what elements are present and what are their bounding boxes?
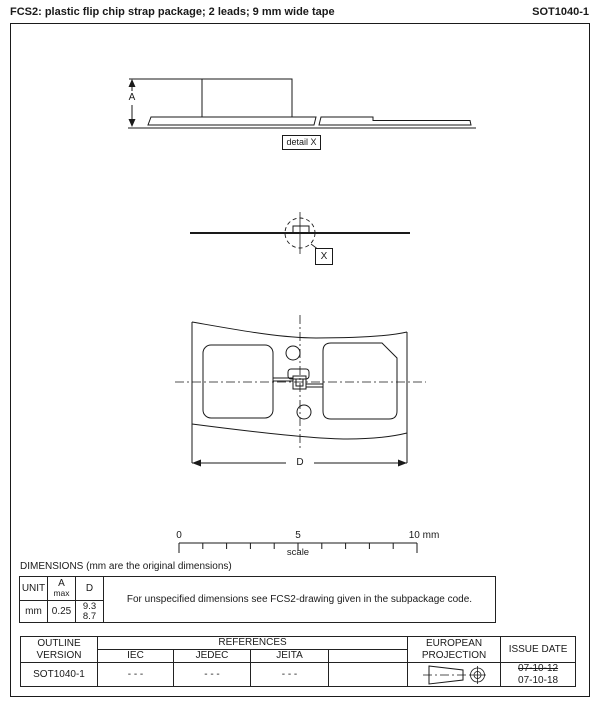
detail-x-callout: X [315, 248, 333, 265]
issue-date-header: ISSUE DATE [501, 637, 576, 663]
scale-five-label: 5 [295, 530, 301, 541]
jeita-header: JEITA [251, 650, 329, 663]
doc-code: SOT1040-1 [532, 6, 589, 18]
iec-header: IEC [98, 650, 174, 663]
dimensions-note: For unspecified dimensions see FCS2-drawing given in the subpackage code. [104, 577, 496, 623]
jedec-header: JEDEC [174, 650, 251, 663]
jedec-value: - - - [174, 663, 251, 687]
european-projection-symbol-cell [408, 663, 501, 687]
outline-version-header: OUTLINE VERSION [21, 637, 98, 663]
dim-d-label: D [296, 457, 304, 468]
jeita-value: - - - [251, 663, 329, 687]
blank-value [329, 663, 408, 687]
first-angle-projection-icon [422, 664, 486, 686]
a-max-value: 0.25 [48, 601, 76, 623]
a-header: A max [48, 577, 76, 601]
dimensions-table [19, 576, 496, 623]
dimension-a-arrow [129, 79, 136, 127]
scale-zero-label: 0 [176, 530, 182, 541]
detail-x-drawing [183, 203, 417, 273]
european-projection-header: EUROPEAN PROJECTION [408, 637, 501, 663]
dim-a-label: A [128, 92, 136, 103]
references-header: REFERENCES [98, 637, 408, 650]
bump-outline [293, 226, 309, 233]
sprocket-hole-bottom [297, 405, 311, 419]
dimensions-caption: DIMENSIONS (mm are the original dimensions) [20, 561, 232, 572]
issue-date-old: 07-10-12 [518, 663, 559, 674]
blank-header [329, 650, 408, 663]
unit-header: UNIT [20, 577, 48, 601]
detail-x-label: detail X [282, 135, 321, 150]
tape-top-view-drawing [168, 306, 438, 481]
chip-body-outline [202, 79, 292, 117]
scale-caption: scale [286, 547, 310, 558]
outline-version-value: SOT1040-1 [21, 663, 98, 687]
chip-outline [293, 376, 306, 389]
issue-date-value [501, 663, 576, 687]
right-pad-outline [323, 343, 397, 419]
tape-strip-left [148, 117, 316, 125]
d-header: D [76, 577, 104, 601]
footer-table [20, 636, 576, 687]
d-value: 9.3 8.7 [76, 601, 104, 623]
tape-break-bottom [192, 424, 407, 439]
chip-bump [296, 379, 303, 386]
page-title: FCS2: plastic flip chip strap package; 2 leads; 9 mm wide tape [10, 6, 335, 18]
tape-strip-right [319, 117, 471, 125]
left-pad-outline [203, 345, 273, 418]
tape-break-top [192, 322, 407, 338]
unit-value: mm [20, 601, 48, 623]
iec-value: - - - [98, 663, 174, 687]
issue-date-new: 07-10-18 [518, 674, 559, 686]
sprocket-hole-top [286, 346, 300, 360]
scale-ten-label: 10 mm [408, 530, 440, 541]
